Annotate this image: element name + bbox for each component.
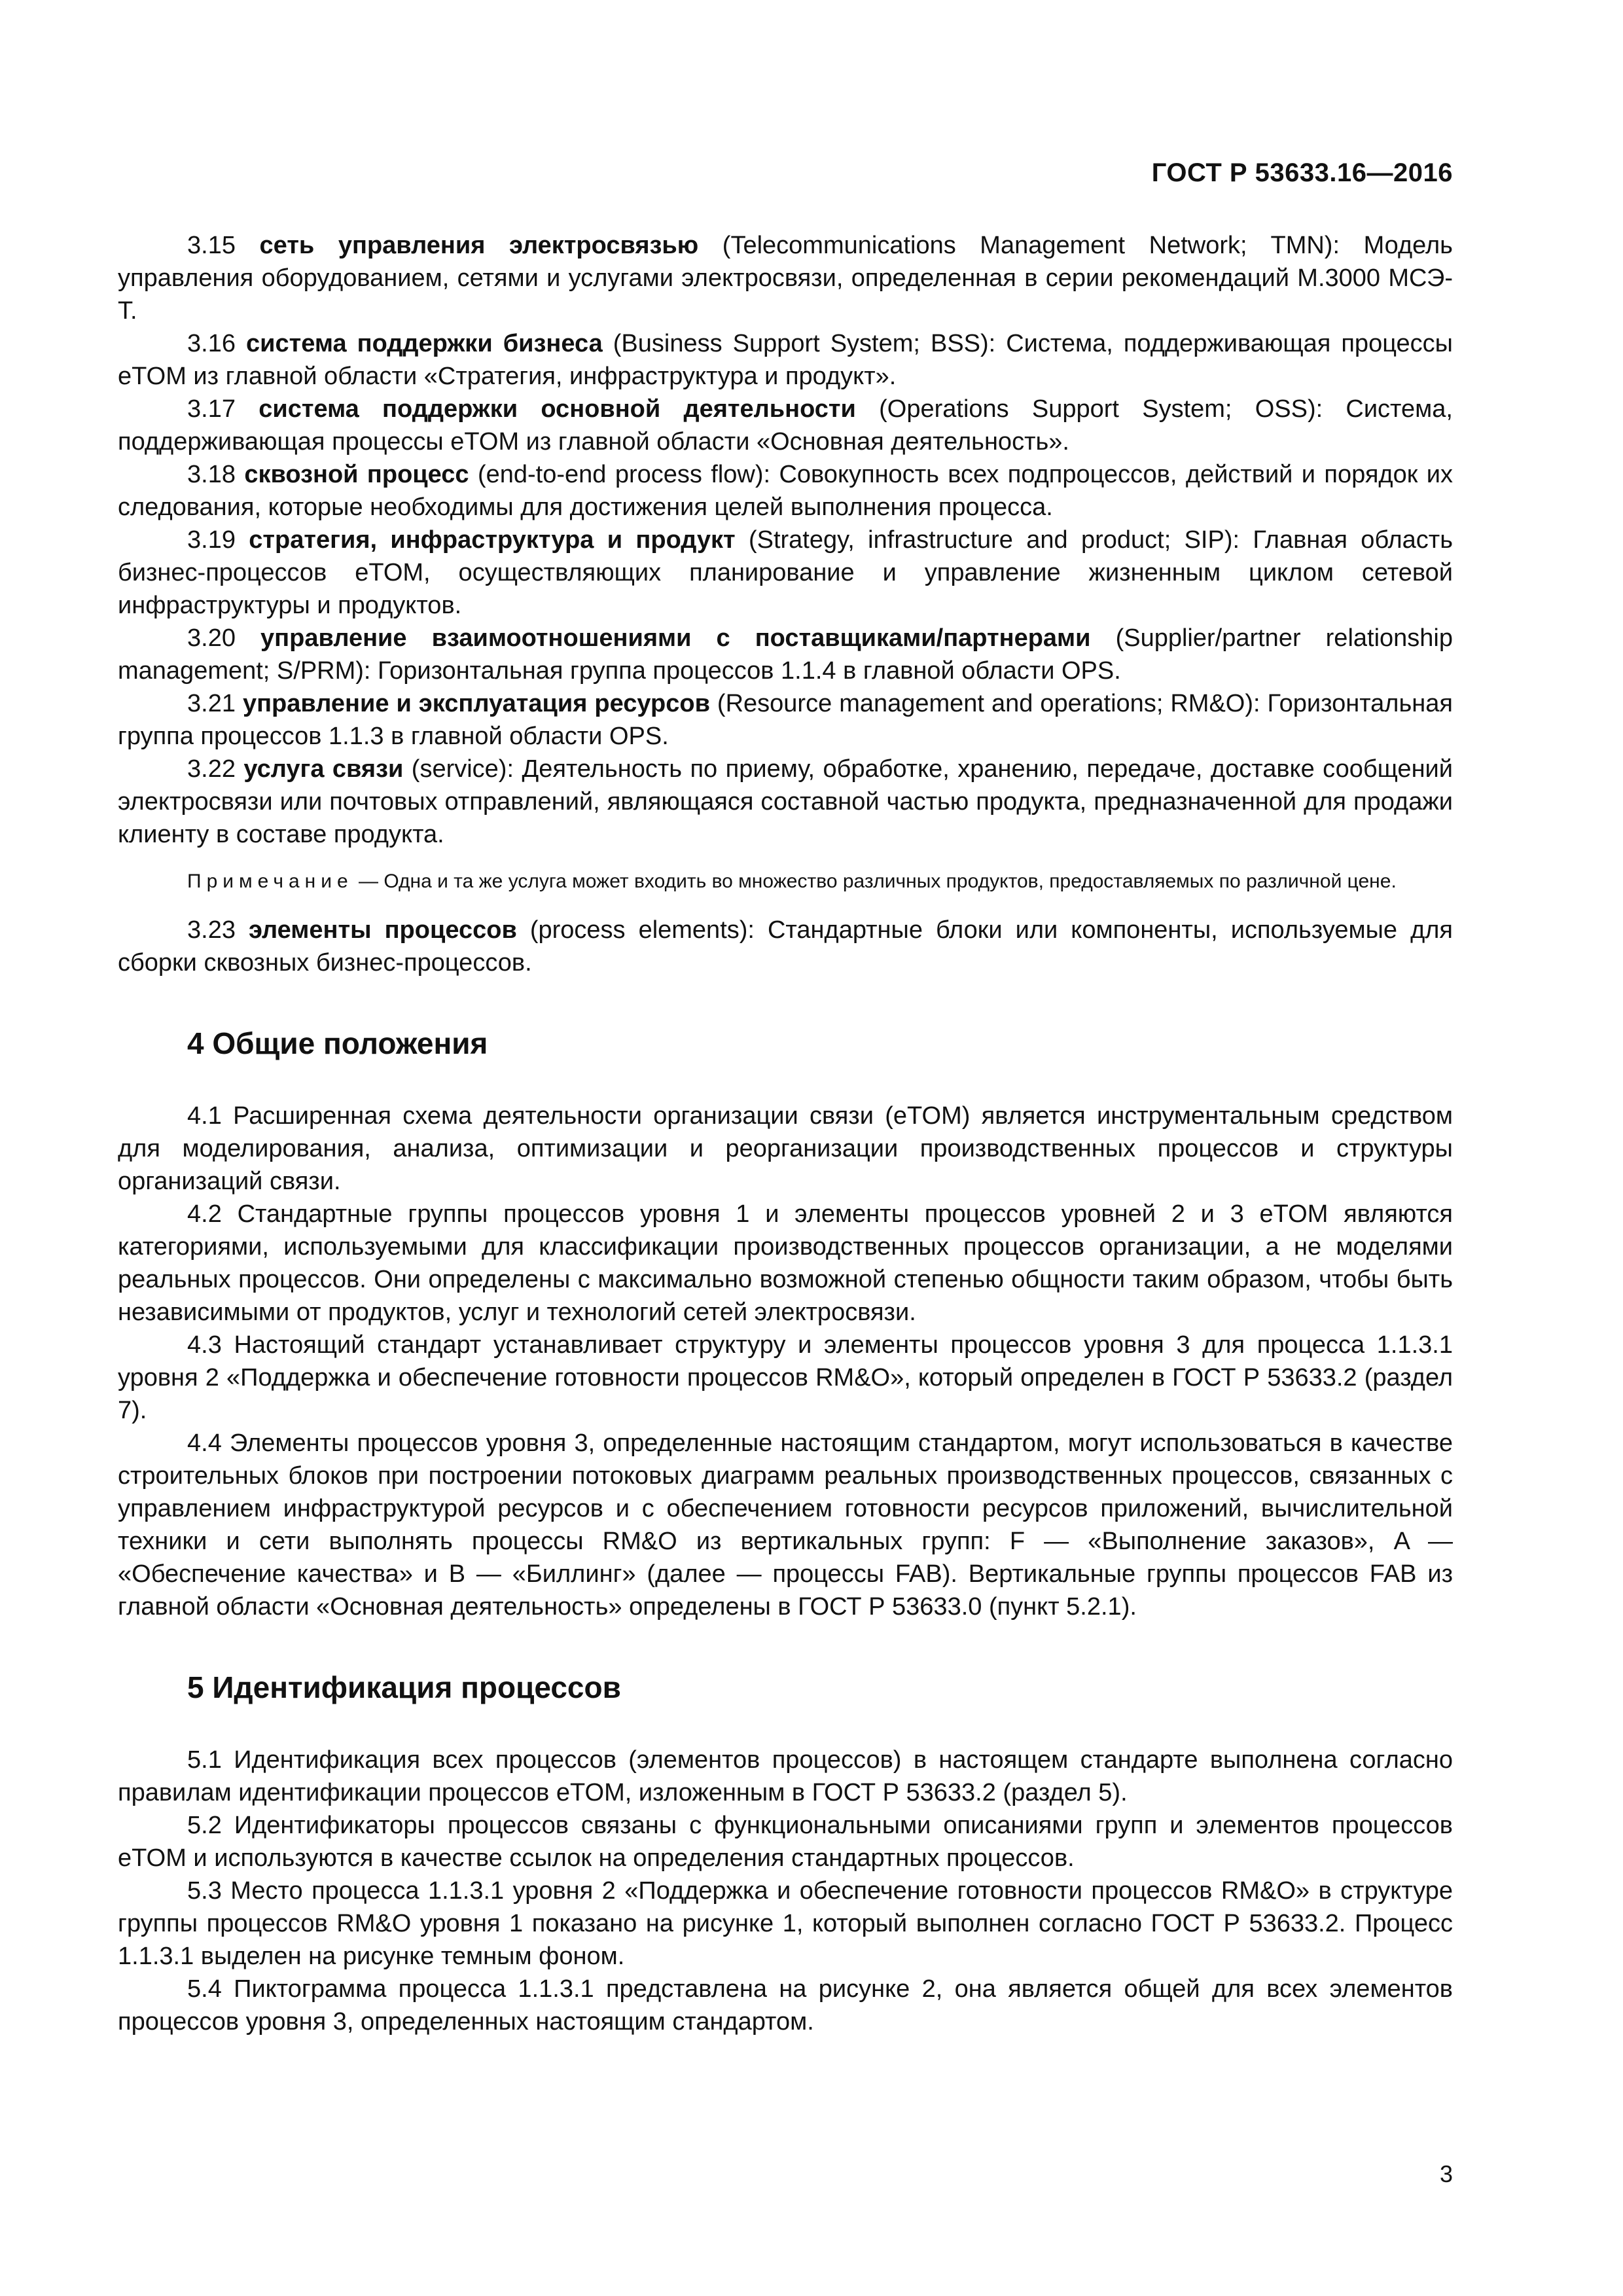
definition-3-19: 3.19 стратегия, инфраструктура и продукт (Strategy, infrastructure and product; SIP): Главная область бизнес-процессов eTOM, осуществляющих планирование и управление жизненным циклом сетевой инфраструктуры и продуктов. <box>118 526 1454 619</box>
paragraph-5-1: 5.1 Идентификация всех процессов (элементов процессов) в настоящем стандарте выполнена согласно правилам идентификации процессов eTOM, изложенным в ГОСТ Р 53633.2 (раздел 5). <box>118 1746 1453 1806</box>
definition-3-22: 3.22 услуга связи (service): Деятельность по приему, обработке, хранению, передаче, доставке сообщений электросвязи или почтовых отправлений, являющаяся составной частью продукта, предназначенной для продажи клиенту в составе продукта. <box>118 755 1454 848</box>
definition-term: управление и эксплуатация ресурсов <box>242 690 710 717</box>
definition-3-20: 3.20 управление взаимоотношениями с поставщиками/партнерами (Supplier/partner relationship management; S/PRM): Горизонтальная группа процессов 1.1.4 в главной области OPS. <box>118 624 1453 685</box>
paragraph-5-3: 5.3 Место процесса 1.1.3.1 уровня 2 «Поддержка и обеспечение готовности процессов RM&O» в структуре группы процессов RM&O уровня 1 показано на рисунке 1, который выполнен согласно ГОСТ Р 53633.2. Процесс 1.1.3.1 выделен на рисунке темным фоном. <box>118 1877 1453 1970</box>
section-5-heading: 5 Идентификация процессов <box>187 1670 621 1704</box>
note-label: Примечание <box>187 870 353 892</box>
document-standard-code: ГОСТ Р 53633.16—2016 <box>1151 158 1453 187</box>
paragraph-4-2: 4.2 Стандартные группы процессов уровня 1 и элементы процессов уровней 2 и 3 eTOM являются категориями, используемыми для классификации производственных процессов организации, а не моделями реальных процессов. Они определены с максимально возможной степенью общности таким образом, чтобы быть независимыми от продуктов, услуг и технологий сетей электросвязи. <box>118 1200 1453 1326</box>
definition-term: система поддержки основной деятельности <box>259 395 856 423</box>
definition-3-18: 3.18 сквозной процесс (end-to-end process flow): Совокупность всех подпроцессов, действий и порядок их следования, которые необходимы для достижения целей выполнения процесса. <box>118 461 1453 521</box>
paragraph-5-2: 5.2 Идентификаторы процессов связаны с функциональными описаниями групп и элементов процессов eTOM и используются в качестве ссылок на определения стандартных процессов. <box>118 1812 1453 1872</box>
definition-3-21: 3.21 управление и эксплуатация ресурсов (Resource management and operations; RM&O): Горизонтальная группа процессов 1.1.3 в главной области OPS. <box>118 690 1453 750</box>
definition-3-17: 3.17 система поддержки основной деятельности (Operations Support System; OSS): Система, поддерживающая процессы eTOM из главной области «Основная деятельность». <box>118 395 1453 456</box>
definition-term: сквозной процесс <box>244 461 469 488</box>
definition-term: стратегия, инфраструктура и продукт <box>249 526 736 554</box>
definition-term: управление взаимоотношениями с поставщиками/партнерами <box>260 624 1091 652</box>
note-text: — Одна и та же услуга может входить во множество различных продуктов, предоставляемых по различной цене. <box>353 870 1397 892</box>
definition-term: система поддержки бизнеса <box>245 330 603 357</box>
definition-term: услуга связи <box>243 755 404 783</box>
definition-3-16: 3.16 система поддержки бизнеса (Business Support System; BSS): Система, поддерживающая процессы eTOM из главной области «Стратегия, инфраструктура и продукт». <box>118 330 1453 390</box>
note <box>118 868 1453 895</box>
paragraph-4-3: 4.3 Настоящий стандарт устанавливает структуру и элементы процессов уровня 3 для процесса 1.1.3.1 уровня 2 «Поддержка и обеспечение готовности процессов RM&O», который определен в ГОСТ Р 53633.2 (раздел 7). <box>118 1331 1453 1424</box>
definition-term: сеть управления электросвязью <box>259 232 699 259</box>
paragraph-4-4: 4.4 Элементы процессов уровня 3, определенные настоящим стандартом, могут использоваться в качестве строительных блоков при построении потоковых диаграмм реальных производственных процессов, связанных с управлением инфраструктурой ресурсов и с обеспечением готовности ресурсов приложений, вычислительной техники и сети выполнять процессы RM&O из вертикальных групп: F — «Выполнение заказов», A — «Обеспечение качества» и B — «Биллинг» (далее — процессы FAB). Вертикальные группы процессов FAB из главной области «Основная деятельность» определены в ГОСТ Р 53633.0 (пункт 5.2.1). <box>118 1429 1453 1621</box>
section-4-heading: 4 Общие положения <box>187 1026 488 1060</box>
definition-3-15: 3.15 сеть управления электросвязью (Telecommunications Management Network; TMN): Модель управления оборудованием, сетями и услугами электросвязи, определенная в серии рекомендаций M.3000 МСЭ-Т. <box>118 232 1453 325</box>
page-number: 3 <box>1439 2161 1453 2187</box>
definition-3-23: 3.23 элементы процессов (process elements): Стандартные блоки или компоненты, используемые для сборки сквозных бизнес-процессов. <box>118 916 1454 977</box>
paragraph-5-4: 5.4 Пиктограмма процесса 1.1.3.1 представлена на рисунке 2, она является общей для всех элементов процессов уровня 3, определенных настоящим стандартом. <box>118 1975 1453 2036</box>
paragraph-4-1: 4.1 Расширенная схема деятельности организации связи (eTOM) является инструментальным средством для моделирования, анализа, оптимизации и реорганизации производственных процессов и структуры организаций связи. <box>118 1102 1453 1195</box>
document-page <box>118 0 1453 2296</box>
definition-term: элементы процессов <box>249 916 517 944</box>
document-content <box>118 229 1453 2038</box>
